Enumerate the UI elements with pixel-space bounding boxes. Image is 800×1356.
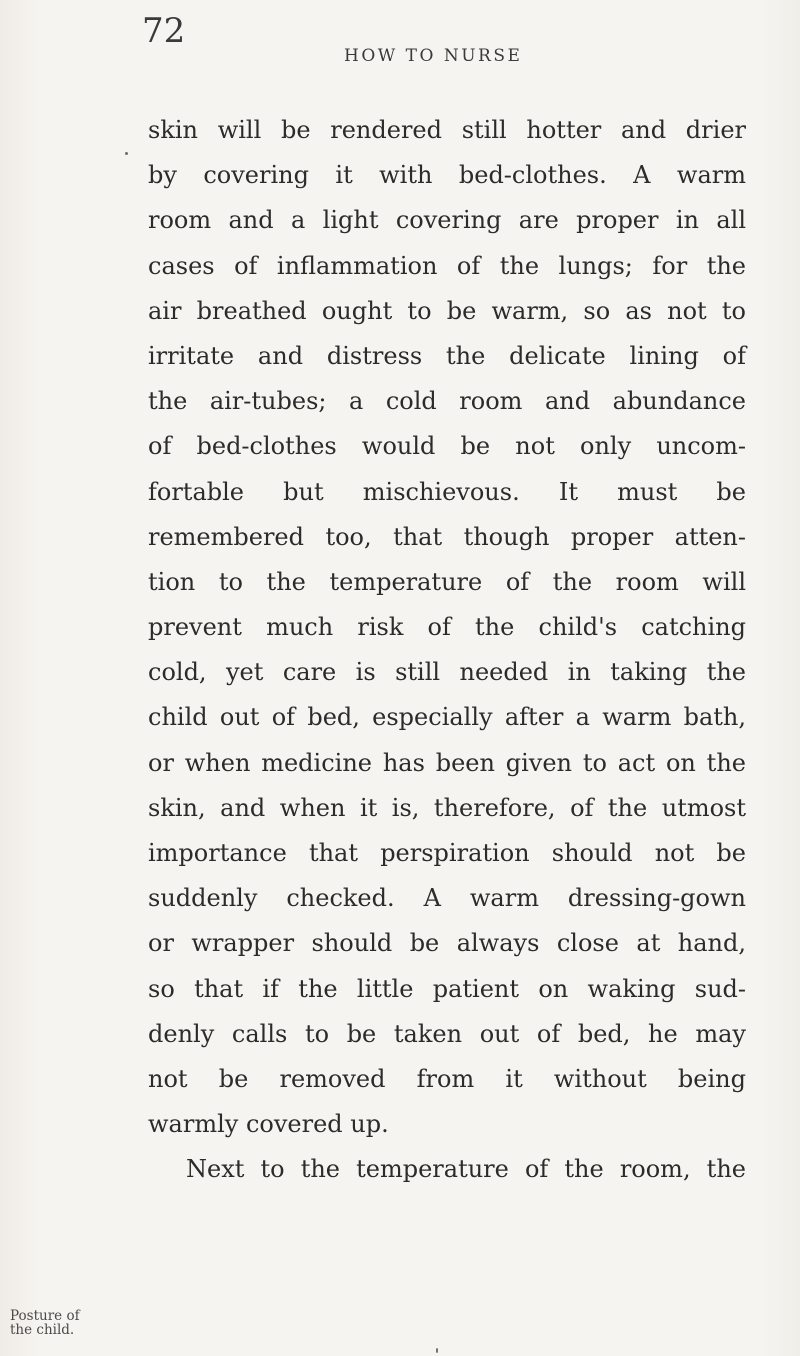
- text-line: skin will be rendered still hotter and drier: [148, 116, 746, 144]
- text-line: room and a light covering are proper in all: [148, 206, 746, 235]
- text-line: of bed-clothes would be not only uncom-: [148, 432, 746, 461]
- text-line: cases of inflammation of the lungs; for the: [148, 251, 746, 280]
- text-line: suddenly checked. A warm dressing-gown: [148, 884, 746, 913]
- text-line: irritate and distress the delicate lining of: [148, 341, 746, 370]
- print-speck: [436, 1348, 438, 1353]
- margin-note-line: Posture of: [10, 1308, 80, 1324]
- text-line: importance that perspiration should not be: [148, 839, 746, 867]
- text-line: denly calls to be taken out of bed, he may: [148, 1019, 746, 1048]
- margin-note: [10, 1309, 92, 1337]
- text-line: or when medicine has been given to act on the: [148, 748, 746, 777]
- paragraph-start-line: Next to the temperature of the room, the: [186, 1155, 746, 1184]
- text-line: skin, and when it is, therefore, of the utmost: [148, 793, 746, 822]
- text-line: not be removed from it without being: [148, 1064, 746, 1093]
- text-line: tion to the temperature of the room will: [148, 567, 746, 596]
- text-line: by covering it with bed-clothes. A warm: [148, 161, 746, 190]
- print-speck: [125, 152, 128, 155]
- text-line: air breathed ought to be warm, so as not to: [148, 296, 746, 325]
- margin-note-line: the child.: [10, 1322, 75, 1338]
- text-line: so that if the little patient on waking sud-: [148, 974, 746, 1003]
- text-line: child out of bed, especially after a warm bath,: [148, 703, 746, 732]
- text-line: fortable but mischievous. It must be: [148, 477, 746, 506]
- text-line: cold, yet care is still needed in taking the: [148, 658, 746, 687]
- paragraph-end-line: warmly covered up.: [148, 1110, 389, 1139]
- body-text: [148, 108, 746, 1193]
- text-line: remembered too, that though proper atten-: [148, 522, 746, 551]
- running-head: HOW TO NURSE: [344, 46, 523, 66]
- text-line: or wrapper should be always close at hand,: [148, 929, 746, 958]
- text-line: prevent much risk of the child's catching: [148, 613, 746, 642]
- text-line: the air-tubes; a cold room and abundance: [148, 387, 746, 416]
- page-number: 72: [142, 11, 186, 51]
